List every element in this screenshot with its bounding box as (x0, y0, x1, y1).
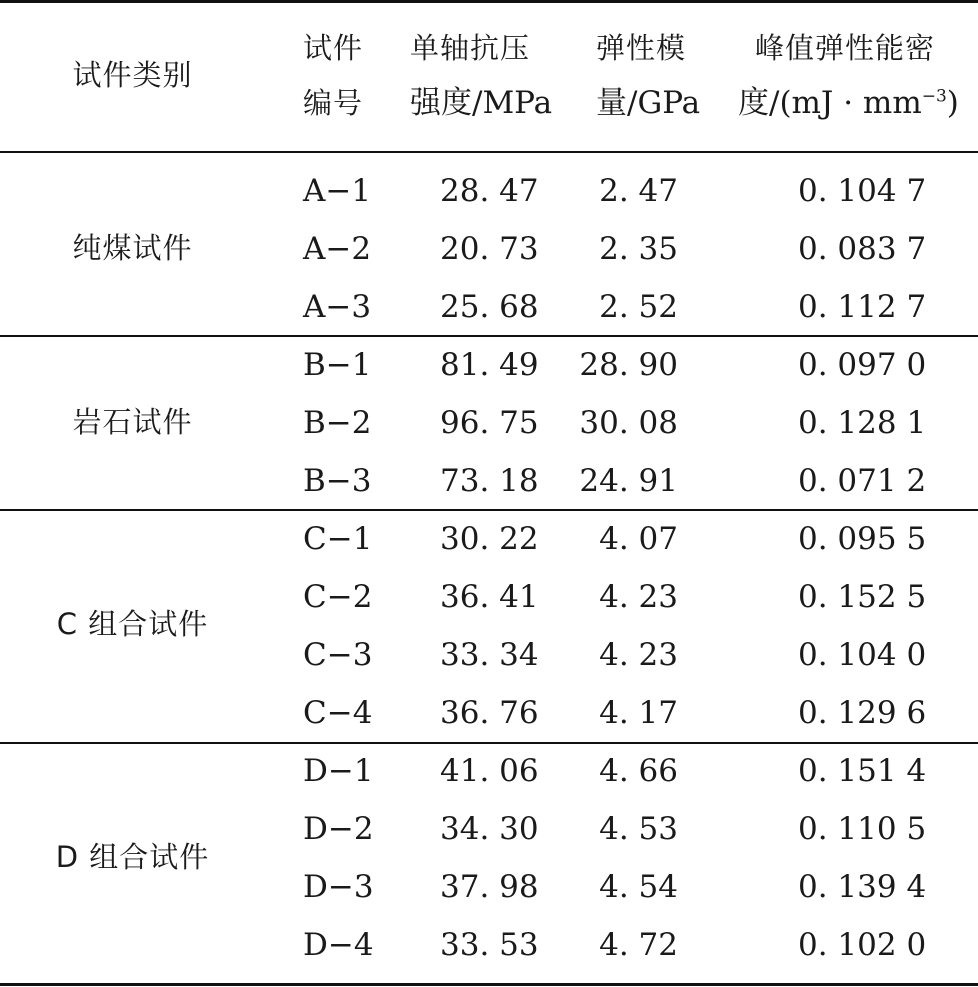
row-energy: 0. 112 7 (798, 289, 927, 325)
row-ucs: 33. 53 (440, 927, 539, 963)
row-id: A−2 (303, 231, 372, 267)
row-ucs: 30. 22 (440, 521, 539, 557)
row-energy: 0. 139 4 (798, 869, 927, 905)
header-energy-line2-prefix: 度/(mJ · mm (738, 85, 922, 121)
row-modulus: 2. 35 (599, 231, 678, 267)
row-id: C−1 (303, 521, 373, 557)
row-modulus: 4. 54 (599, 869, 678, 905)
row-id: B−1 (303, 347, 372, 383)
header-category: 试件类别 (72, 58, 193, 92)
row-id: C−4 (303, 695, 373, 731)
header-modulus-line1: 弹性模 (596, 31, 687, 65)
top-rule (0, 0, 978, 3)
group-category: C 组合试件 (56, 607, 209, 641)
row-ucs: 34. 30 (440, 811, 539, 847)
row-ucs: 36. 76 (440, 695, 539, 731)
row-energy: 0. 097 0 (798, 347, 927, 383)
row-energy: 0. 104 7 (798, 173, 927, 209)
row-id: C−3 (303, 637, 373, 673)
row-id: D−3 (303, 869, 374, 905)
row-modulus: 30. 08 (579, 405, 678, 441)
row-modulus: 4. 23 (599, 579, 678, 615)
header-energy-line2-suffix: ) (946, 85, 959, 121)
row-id: A−3 (303, 289, 372, 325)
row-id: D−1 (303, 753, 374, 789)
row-energy: 0. 102 0 (798, 927, 927, 963)
row-ucs: 81. 49 (440, 347, 539, 383)
row-modulus: 4. 72 (599, 927, 678, 963)
row-ucs: 73. 18 (440, 463, 539, 499)
row-modulus: 24. 91 (579, 463, 678, 499)
row-modulus: 4. 53 (599, 811, 678, 847)
row-ucs: 36. 41 (440, 579, 539, 615)
row-id: A−1 (303, 173, 372, 209)
header-energy-line1: 峰值弹性能密 (755, 31, 936, 65)
group-divider-2 (0, 509, 978, 511)
row-modulus: 2. 52 (599, 289, 678, 325)
row-energy: 0. 071 2 (798, 463, 927, 499)
group-divider-1 (0, 335, 978, 337)
row-energy: 0. 152 5 (798, 579, 927, 615)
row-modulus: 28. 90 (579, 347, 678, 383)
header-id-line2: 编号 (303, 86, 364, 120)
header-id-line1: 试件 (303, 31, 364, 65)
group-category: 纯煤试件 (72, 231, 193, 265)
header-energy-line2-exponent: −3 (921, 86, 947, 107)
row-modulus: 4. 17 (599, 695, 678, 731)
bottom-rule (0, 983, 978, 986)
header-ucs-line2: 强度/MPa (410, 85, 553, 121)
row-ucs: 25. 68 (440, 289, 539, 325)
row-energy: 0. 151 4 (798, 753, 927, 789)
row-energy: 0. 104 0 (798, 637, 927, 673)
row-id: D−2 (303, 811, 374, 847)
row-energy: 0. 129 6 (798, 695, 927, 731)
row-ucs: 37. 98 (440, 869, 539, 905)
row-energy: 0. 110 5 (798, 811, 927, 847)
group-category: D 组合试件 (55, 840, 210, 874)
row-id: B−3 (303, 463, 372, 499)
row-energy: 0. 128 1 (798, 405, 927, 441)
row-energy: 0. 083 7 (798, 231, 927, 267)
header-ucs-line1: 单轴抗压 (410, 31, 531, 65)
row-modulus: 4. 66 (599, 753, 678, 789)
group-divider-3 (0, 742, 978, 744)
group-category: 岩石试件 (72, 405, 193, 439)
header-modulus-line2: 量/GPa (596, 85, 701, 121)
row-ucs: 20. 73 (440, 231, 539, 267)
header-rule (0, 151, 978, 153)
row-modulus: 2. 47 (599, 173, 678, 209)
row-energy: 0. 095 5 (798, 521, 927, 557)
row-modulus: 4. 23 (599, 637, 678, 673)
row-ucs: 96. 75 (440, 405, 539, 441)
row-id: B−2 (303, 405, 372, 441)
row-ucs: 33. 34 (440, 637, 539, 673)
row-ucs: 41. 06 (440, 753, 539, 789)
row-id: D−4 (303, 927, 374, 963)
row-ucs: 28. 47 (440, 173, 539, 209)
row-id: C−2 (303, 579, 373, 615)
header-energy-line2 (738, 83, 959, 123)
row-modulus: 4. 07 (599, 521, 678, 557)
